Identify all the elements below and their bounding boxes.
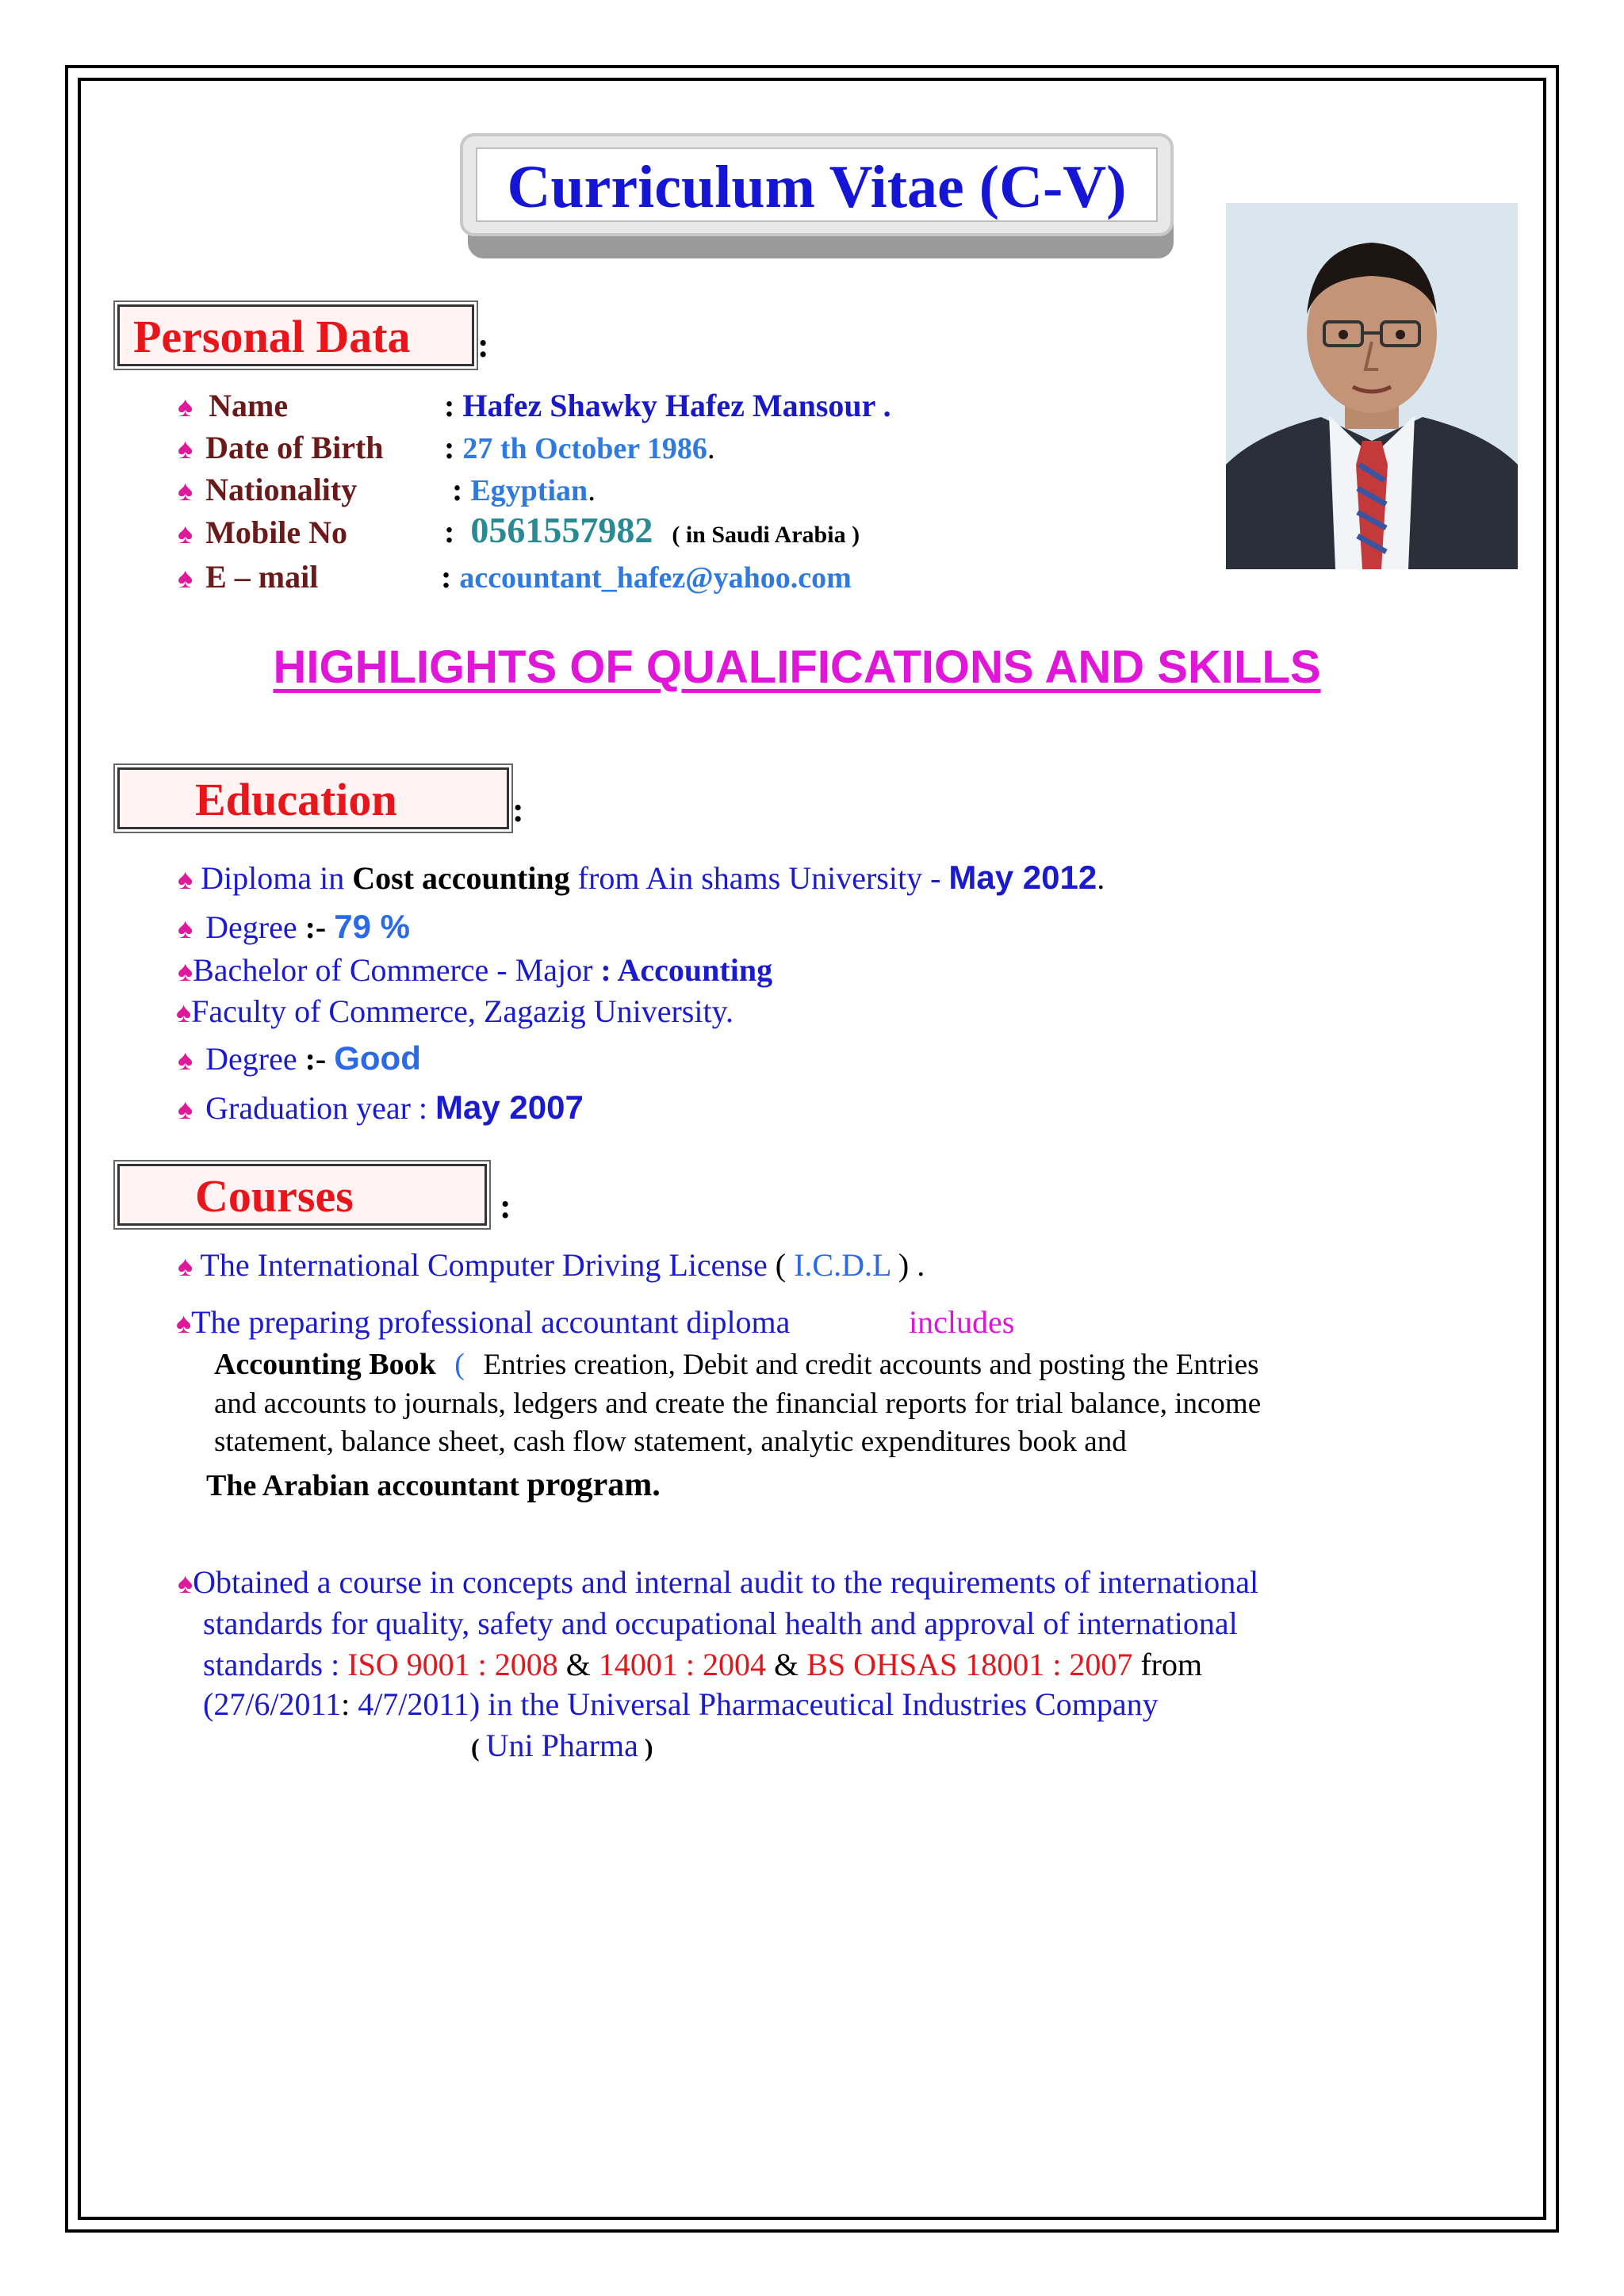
audit-line-2: standards for quality, safety and occupational health and approval of international	[203, 1605, 1238, 1641]
courses-colon: :	[500, 1187, 511, 1226]
courses-row-icdl: ♠ The International Computer Driving License ( I.C.D.L ) .	[178, 1247, 925, 1283]
personal-data-colon: :	[477, 326, 489, 365]
education-row-faculty: ♠Faculty of Commerce, Zagazig University.	[176, 993, 733, 1029]
mobile-value-row: : 0561557982 ( in Saudi Arabia )	[444, 510, 860, 550]
highlights-heading: HIGHLIGHTS OF QUALIFICATIONS AND SKILLS	[273, 641, 1321, 693]
name-label: Name	[209, 388, 289, 423]
education-heading: Education	[195, 774, 397, 825]
accounting-book-line-2: and accounts to journals, ledgers and create the financial reports for trial balance, income	[214, 1387, 1262, 1420]
arabian-program-line: The Arabian accountant program.	[206, 1467, 661, 1503]
education-row-diploma: ♠ Diploma in Cost accounting from Ain shams University - May 2012.	[178, 859, 1105, 896]
spade-bullet-icon: ♠	[178, 1044, 193, 1076]
personal-row-email	[178, 561, 318, 593]
dob-label: Date of Birth	[205, 430, 384, 465]
courses-row-diploma: ♠The preparing professional accountant diploma	[176, 1304, 791, 1340]
spade-bullet-icon: ♠	[178, 1250, 193, 1282]
name-value: Hafez Shawky Hafez Mansour .	[462, 388, 891, 423]
nationality-label: Nationality	[205, 472, 358, 507]
spade-bullet-icon: ♠	[178, 913, 193, 944]
spade-bullet-icon: ♠	[178, 391, 193, 423]
education-row-graduation: ♠ Graduation year : May 2007	[178, 1089, 584, 1126]
audit-line-4: (27/6/2011: 4/7/2011) in the Universal Pharmaceutical Industries Company	[203, 1686, 1159, 1722]
personal-row-dob	[178, 432, 384, 464]
spade-bullet-icon: ♠	[178, 1567, 193, 1599]
spade-bullet-icon: ♠	[178, 1093, 193, 1125]
audit-line-1: ♠Obtained a course in concepts and internal audit to the requirements of international	[178, 1564, 1259, 1600]
education-row-bachelor: ♠Bachelor of Commerce - Major : Accounting	[178, 952, 773, 988]
spade-bullet-icon: ♠	[178, 433, 193, 465]
personal-row-nationality	[178, 474, 357, 506]
iso-14001: 14001 : 2004	[598, 1647, 767, 1682]
courses-heading: Courses	[195, 1170, 354, 1222]
spade-bullet-icon: ♠	[176, 997, 192, 1028]
graduation-year-value: May 2007	[435, 1089, 584, 1126]
mobile-note: ( in Saudi Arabia )	[672, 522, 860, 548]
profile-photo	[1226, 203, 1518, 569]
nationality-value-row: : Egyptian.	[452, 472, 596, 507]
mobile-label: Mobile No	[205, 515, 347, 550]
email-value-row: : accountant_hafez@yahoo.com	[441, 559, 852, 595]
email-label: E – mail	[205, 559, 319, 595]
degree-1-value: 79 %	[334, 908, 410, 945]
personal-row-mobile	[178, 517, 347, 549]
accounting-book-line-1: Accounting Book ( Entries creation, Debit and credit accounts and posting the Entries	[214, 1348, 1259, 1381]
education-row-degree-2: ♠ Degree :- Good	[178, 1039, 421, 1077]
spade-bullet-icon: ♠	[176, 1307, 192, 1339]
email-value: accountant_hafez@yahoo.com	[459, 561, 852, 595]
audit-line-3: standards : ISO 9001 : 2008 & 14001 : 2004 & BS OHSAS 18001 : 2007 from	[203, 1647, 1203, 1682]
education-colon: :	[512, 790, 524, 829]
page-title: Curriculum Vitae (C-V)	[507, 154, 1127, 220]
iso-9001: ISO 9001 : 2008	[347, 1647, 558, 1682]
accounting-book-line-3: statement, balance sheet, cash flow statement, analytic expenditures book and	[214, 1425, 1127, 1458]
portrait-illustration	[1226, 203, 1518, 569]
diploma-includes: includes	[909, 1304, 1015, 1340]
mobile-value: 0561557982	[470, 510, 653, 550]
personal-row-name	[178, 390, 288, 422]
spade-bullet-icon: ♠	[178, 518, 193, 549]
spade-bullet-icon: ♠	[178, 475, 193, 507]
personal-data-heading: Personal Data	[133, 311, 411, 362]
dob-value-row: : 27 th October 1986.	[444, 430, 715, 465]
spade-bullet-icon: ♠	[178, 863, 193, 895]
spade-bullet-icon: ♠	[178, 562, 193, 594]
spade-bullet-icon: ♠	[178, 955, 193, 987]
dob-value: 27 th October 1986	[462, 432, 707, 465]
bs-ohsas-18001: BS OHSAS 18001 : 2007	[806, 1647, 1133, 1682]
nationality-value: Egyptian	[470, 474, 588, 507]
audit-line-5: ( Uni Pharma )	[471, 1728, 653, 1763]
name-value-row: : Hafez Shawky Hafez Mansour .	[444, 388, 891, 423]
education-row-degree-1: ♠ Degree :- 79 %	[178, 908, 410, 945]
degree-2-value: Good	[334, 1039, 421, 1077]
